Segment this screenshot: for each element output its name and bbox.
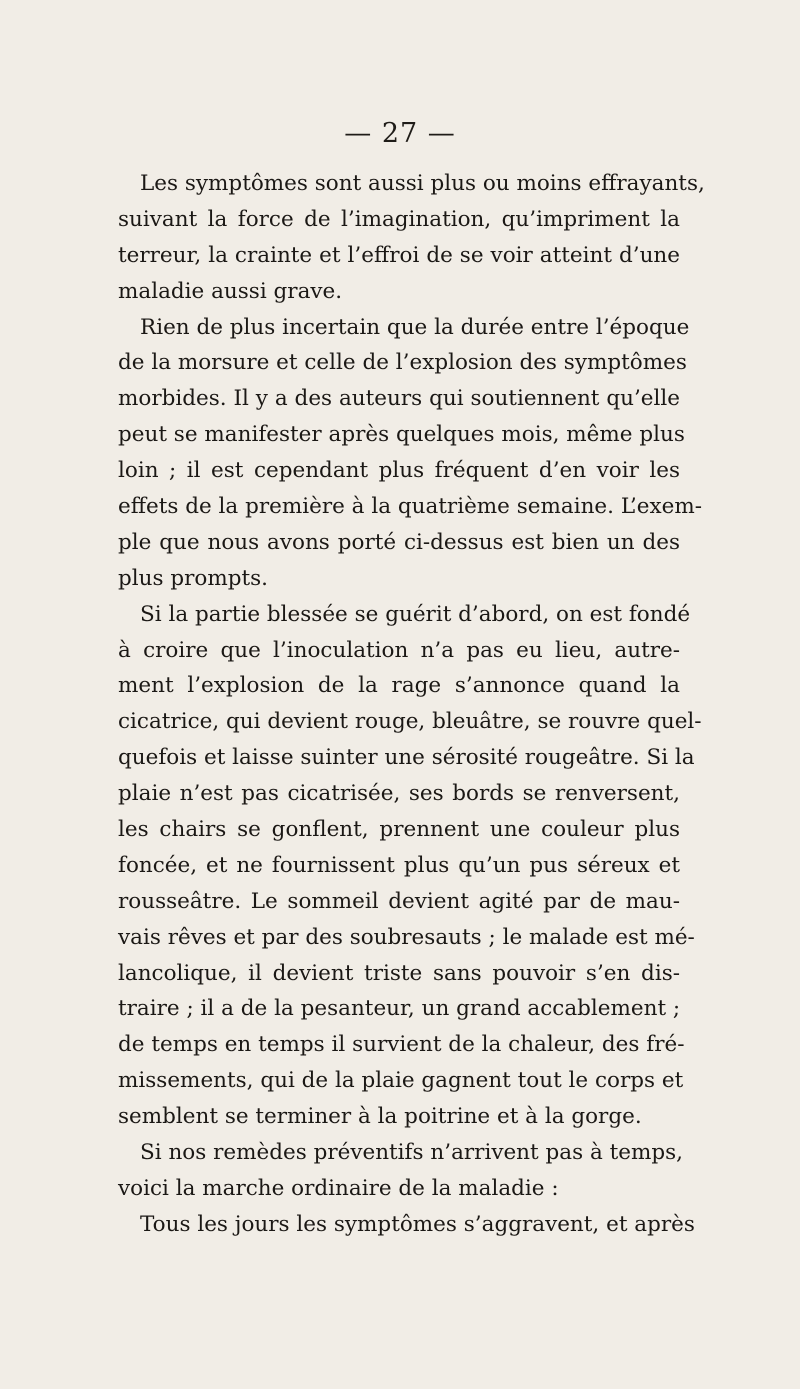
text-line: de la morsure et celle de l’explosion des symptômes bbox=[118, 350, 687, 376]
text-line: plaie n’est pas cicatrisée, ses bords se renversent, bbox=[118, 781, 680, 807]
text-line: effets de la première à la quatrième semaine. L’exem- bbox=[118, 494, 702, 520]
text-line: à croire que l’inoculation n’a pas eu lieu, autre- bbox=[118, 637, 680, 663]
page-number: — 27 — bbox=[344, 118, 456, 149]
text-line: lancolique, il devient triste sans pouvoir s’en dis- bbox=[118, 960, 680, 986]
text-line: ple que nous avons porté ci-dessus est bien un des bbox=[118, 529, 680, 555]
text-line: loin ; il est cependant plus fréquent d’en voir les bbox=[118, 458, 680, 484]
text-line: semblent se terminer à la poitrine et à la gorge. bbox=[118, 1104, 642, 1130]
body-text bbox=[118, 166, 705, 1243]
text-line: plus prompts. bbox=[118, 565, 268, 591]
text-line: Si nos remèdes préventifs n’arrivent pas à temps, bbox=[140, 1140, 683, 1166]
text-line: les chairs se gonflent, prennent une couleur plus bbox=[118, 817, 680, 843]
text-line: Rien de plus incertain que la durée entre l’époque bbox=[140, 314, 690, 340]
text-line: maladie aussi grave. bbox=[118, 278, 343, 304]
text-line: cicatrice, qui devient rouge, bleuâtre, se rouvre quel- bbox=[118, 709, 702, 735]
text-line: Tous les jours les symptômes s’aggravent, et après bbox=[140, 1211, 695, 1237]
text-line: voici la marche ordinaire de la maladie : bbox=[118, 1175, 559, 1201]
text-line: de temps en temps il survient de la chaleur, des fré- bbox=[118, 1032, 685, 1058]
text-line: vais rêves et par des soubresauts ; le malade est mé- bbox=[118, 924, 695, 950]
text-line: foncée, et ne fournissent plus qu’un pus séreux et bbox=[118, 852, 680, 878]
text-line: Si la partie blessée se guérit d’abord, on est fondé bbox=[140, 601, 691, 627]
text-line: peut se manifester après quelques mois, même plus bbox=[118, 422, 685, 448]
text-line: terreur, la crainte et l’effroi de se voir atteint d’une bbox=[118, 242, 680, 268]
text-line: rousseâtre. Le sommeil devient agité par de mau- bbox=[118, 888, 680, 914]
text-line: suivant la force de l’imagination, qu’impriment la bbox=[118, 206, 680, 232]
text-line: traire ; il a de la pesanteur, un grand accablement ; bbox=[118, 996, 681, 1022]
text-line: quefois et laisse suinter une sérosité rougeâtre. Si la bbox=[118, 745, 695, 771]
text-line: Les symptômes sont aussi plus ou moins effrayants, bbox=[140, 171, 705, 196]
text-line: missements, qui de la plaie gagnent tout le corps et bbox=[118, 1068, 684, 1094]
text-line: morbides. Il y a des auteurs qui soutiennent qu’elle bbox=[118, 386, 680, 412]
text-line: ment l’explosion de la rage s’annonce quand la bbox=[118, 673, 680, 699]
